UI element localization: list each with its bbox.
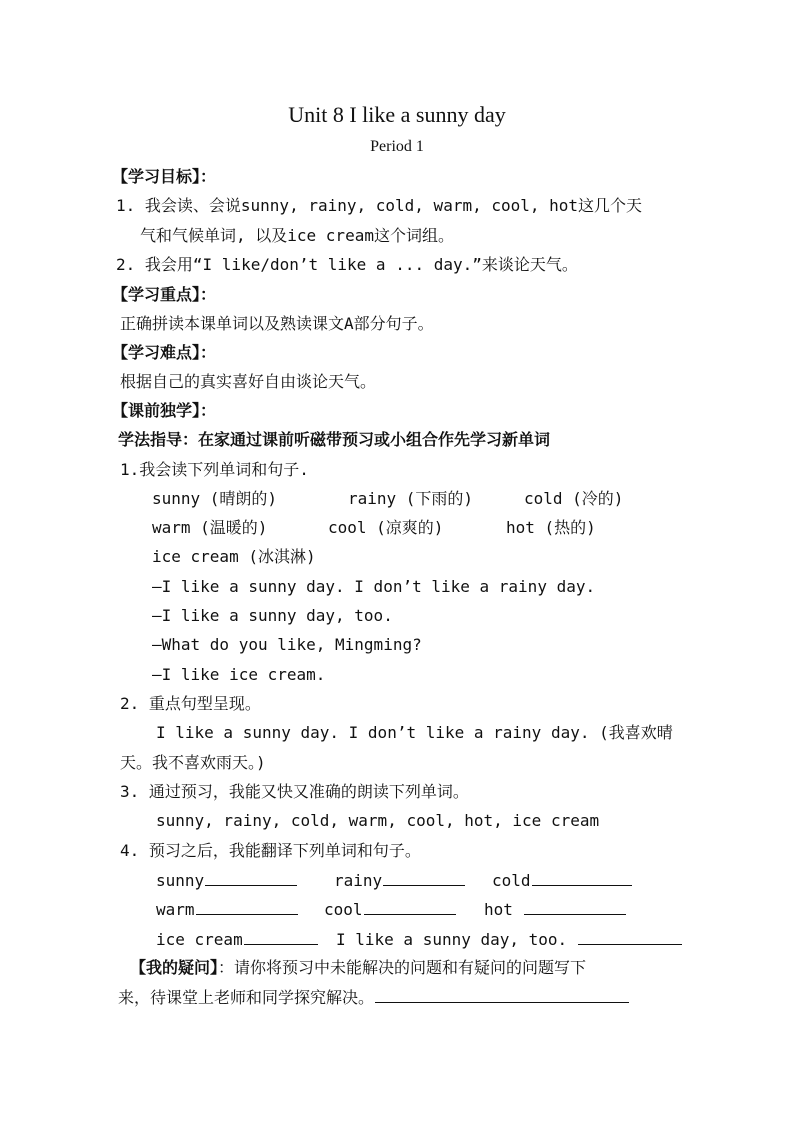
questions-text-2: 来，待课堂上老师和同学探究解决。 (118, 988, 375, 1007)
task-2-sentence-line-1: I like a sunny day. I don’t like a rainy day. (我喜欢晴 (156, 723, 673, 742)
goals-item-1-line-1: 1. 我会读、会说sunny, rainy, cold, warm, cool, hot这几个天 (116, 196, 643, 215)
blank-label-hot: hot (484, 900, 523, 919)
prestudy-heading: 【课前独学】： (112, 401, 217, 420)
blank-label-warm: warm (156, 900, 195, 919)
blank-hot (484, 898, 626, 921)
blank-rainy (334, 869, 465, 892)
task-2-sentence-line-2: 天。我不喜欢雨天。) (120, 753, 266, 772)
blank-label-rainy: rainy (334, 871, 383, 890)
dialog-line-3: —What do you like, Mingming? (152, 635, 422, 654)
vocab-rainy: rainy (下雨的) (348, 489, 474, 508)
goals-item-1-line-2: 气和气候单词, 以及ice cream这个词组。 (140, 226, 454, 245)
questions-answer-line[interactable] (375, 986, 629, 1003)
answer-line-ice-cream[interactable] (244, 928, 318, 945)
answer-line-hot[interactable] (524, 898, 626, 915)
vocab-warm: warm (温暖的) (152, 518, 268, 537)
focus-heading: 【学习重点】： (112, 285, 217, 304)
goals-item-2: 2. 我会用“I like/don’t like a ... day.”来谈论天气。 (116, 255, 578, 274)
dialog-line-1: —I like a sunny day. I don’t like a rainy day. (152, 577, 596, 596)
page-subtitle: Period 1 (370, 138, 424, 155)
vocab-ice-cream: ice cream (冰淇淋) (152, 547, 316, 566)
blank-label-cold: cold (492, 871, 531, 890)
answer-line-sentence[interactable] (578, 928, 682, 945)
task-3-title: 3. 通过预习，我能又快又准确的朗读下列单词。 (120, 782, 469, 801)
task-1-title: 1.我会读下列单词和句子. (120, 460, 309, 479)
vocab-hot: hot (热的) (506, 518, 596, 537)
vocab-cold: cold (冷的) (524, 489, 624, 508)
page-title: Unit 8 I like a sunny day (288, 102, 506, 127)
answer-line-warm[interactable] (196, 898, 298, 915)
task-4-title: 4. 预习之后，我能翻译下列单词和句子。 (120, 841, 421, 860)
blank-warm (156, 898, 298, 921)
difficulty-heading: 【学习难点】： (112, 343, 217, 362)
task-3-words: sunny, rainy, cold, warm, cool, hot, ice cream (156, 811, 600, 830)
goals-heading: 【学习目标】： (112, 167, 217, 186)
blank-ice-cream (156, 928, 318, 951)
blank-cold (492, 869, 632, 892)
questions-heading: 【我的疑问】 (130, 958, 219, 977)
answer-line-rainy[interactable] (383, 869, 465, 886)
answer-line-cold[interactable] (532, 869, 632, 886)
blank-label-sunny: sunny (156, 871, 205, 890)
questions-line-2 (118, 986, 629, 1009)
blank-label-ice-cream: ice cream (156, 930, 243, 949)
answer-line-cool[interactable] (364, 898, 456, 915)
focus-text: 正确拼读本课单词以及熟读课文A部分句子。 (120, 314, 434, 333)
questions-text-1: ：请你将预习中未能解决的问题和有疑问的问题写下 (218, 958, 587, 977)
vocab-sunny: sunny (晴朗的) (152, 489, 278, 508)
task-2-title: 2. 重点句型呈现。 (120, 694, 261, 713)
difficulty-text: 根据自己的真实喜好自由谈论天气。 (120, 372, 377, 391)
vocab-cool: cool (凉爽的) (328, 518, 444, 537)
dialog-line-4: —I like ice cream. (152, 665, 326, 684)
blank-label-sentence: I like a sunny day, too. (336, 930, 577, 949)
dialog-line-2: —I like a sunny day, too. (152, 606, 393, 625)
blank-sunny (156, 869, 297, 892)
answer-line-sunny[interactable] (205, 869, 297, 886)
blank-sentence (336, 928, 682, 951)
blank-cool (324, 898, 456, 921)
method-guide: 学法指导：在家通过课前听磁带预习或小组合作先学习新单词 (118, 430, 551, 449)
blank-label-cool: cool (324, 900, 363, 919)
questions-line-1 (130, 957, 586, 979)
